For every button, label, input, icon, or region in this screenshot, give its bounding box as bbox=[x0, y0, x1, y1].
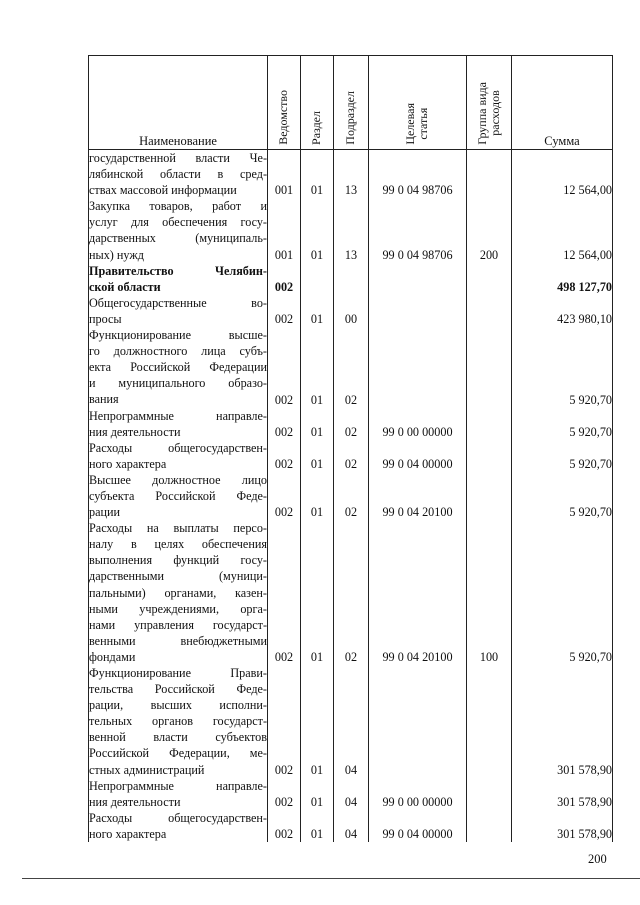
table-row bbox=[89, 472, 613, 520]
row-name-line: ния деятельности bbox=[89, 794, 181, 809]
row-name bbox=[89, 263, 268, 295]
row-gruppa-vida bbox=[467, 150, 512, 199]
row-summa: 498 127,70 bbox=[512, 263, 613, 295]
table-row bbox=[89, 263, 613, 295]
row-gruppa-vida bbox=[467, 408, 512, 440]
row-name-line: лябинской области в сред- bbox=[89, 167, 267, 182]
header-summa: Сумма bbox=[512, 56, 613, 150]
budget-table bbox=[88, 55, 613, 842]
row-razdel: 01 bbox=[301, 327, 334, 407]
row-name bbox=[89, 665, 268, 778]
row-name-line: услуг для обеспечения госу- bbox=[89, 215, 267, 230]
row-name-line: вания bbox=[89, 392, 119, 407]
row-name-line: рации, высших исполни- bbox=[89, 698, 267, 713]
row-summa: 423 980,10 bbox=[512, 295, 613, 327]
row-name-line: ных) нужд bbox=[89, 247, 144, 262]
row-name bbox=[89, 520, 268, 665]
row-tselevaya-statya bbox=[369, 327, 467, 407]
table-row bbox=[89, 665, 613, 778]
row-name-line: Функционирование Прави- bbox=[89, 666, 267, 680]
row-razdel: 01 bbox=[301, 810, 334, 842]
row-name-line: ской области bbox=[89, 279, 161, 294]
row-name-line: ного характера bbox=[89, 456, 167, 471]
row-podrazdel: 02 bbox=[334, 408, 369, 440]
row-name-line: Функционирование высше- bbox=[89, 328, 267, 343]
row-summa: 301 578,90 bbox=[512, 778, 613, 810]
row-name-line: ного характера bbox=[89, 826, 167, 841]
row-name-line: дарственных (муниципаль- bbox=[89, 231, 267, 246]
row-name-line: Расходы общегосударствен- bbox=[89, 440, 267, 455]
row-name-line: субъекта Российской Феде- bbox=[89, 488, 267, 503]
row-name-line: ными учреждениями, орга- bbox=[89, 601, 267, 616]
row-tselevaya-statya bbox=[369, 263, 467, 295]
row-vedomstvo: 002 bbox=[268, 327, 301, 407]
row-vedomstvo: 002 bbox=[268, 778, 301, 810]
row-vedomstvo: 002 bbox=[268, 440, 301, 472]
row-podrazdel: 04 bbox=[334, 665, 369, 778]
header-vedomstvo: Ведомство bbox=[268, 56, 301, 150]
row-summa: 301 578,90 bbox=[512, 810, 613, 842]
row-razdel: 01 bbox=[301, 150, 334, 199]
row-vedomstvo: 002 bbox=[268, 665, 301, 778]
row-name-line: государственной власти Че- bbox=[89, 151, 267, 165]
row-vedomstvo: 002 bbox=[268, 810, 301, 842]
row-gruppa-vida: 100 bbox=[467, 520, 512, 665]
row-vedomstvo: 001 bbox=[268, 198, 301, 262]
row-razdel bbox=[301, 263, 334, 295]
table-row bbox=[89, 198, 613, 262]
row-gruppa-vida bbox=[467, 472, 512, 520]
row-podrazdel: 13 bbox=[334, 150, 369, 199]
row-tselevaya-statya: 99 0 04 00000 bbox=[369, 440, 467, 472]
row-name-line: ния деятельности bbox=[89, 424, 181, 439]
row-name-line: Расходы на выплаты персо- bbox=[89, 521, 267, 536]
row-name-line: Непрограммные направле- bbox=[89, 778, 267, 793]
row-razdel: 01 bbox=[301, 665, 334, 778]
row-gruppa-vida bbox=[467, 665, 512, 778]
table-header-row bbox=[89, 56, 613, 150]
row-razdel: 01 bbox=[301, 520, 334, 665]
row-summa: 5 920,70 bbox=[512, 472, 613, 520]
row-name-line: налу в целях обеспечения bbox=[89, 537, 267, 552]
row-name bbox=[89, 472, 268, 520]
row-tselevaya-statya: 99 0 04 20100 bbox=[369, 520, 467, 665]
row-podrazdel: 00 bbox=[334, 295, 369, 327]
row-tselevaya-statya: 99 0 00 00000 bbox=[369, 408, 467, 440]
row-name-line: Правительство Челябин- bbox=[89, 263, 267, 278]
row-gruppa-vida bbox=[467, 327, 512, 407]
footer-rule bbox=[22, 878, 640, 879]
row-name-line: екта Российской Федерации bbox=[89, 360, 267, 375]
row-name-line: стных администраций bbox=[89, 762, 205, 777]
header-gruppa-vida-raskhodov: Группа вида расходов bbox=[467, 56, 512, 150]
row-summa: 301 578,90 bbox=[512, 665, 613, 778]
row-summa: 12 564,00 bbox=[512, 150, 613, 199]
table-row bbox=[89, 810, 613, 842]
row-tselevaya-statya bbox=[369, 295, 467, 327]
row-summa: 5 920,70 bbox=[512, 440, 613, 472]
row-name-line: пальными) органами, казен- bbox=[89, 585, 267, 600]
row-tselevaya-statya: 99 0 04 20100 bbox=[369, 472, 467, 520]
row-name bbox=[89, 295, 268, 327]
row-name bbox=[89, 150, 268, 199]
row-vedomstvo: 002 bbox=[268, 295, 301, 327]
row-name-line: ствах массовой информации bbox=[89, 183, 237, 198]
row-tselevaya-statya: 99 0 04 98706 bbox=[369, 150, 467, 199]
row-name-line: фондами bbox=[89, 649, 136, 664]
row-gruppa-vida bbox=[467, 810, 512, 842]
row-gruppa-vida bbox=[467, 778, 512, 810]
row-name-line: просы bbox=[89, 311, 122, 326]
row-gruppa-vida: 200 bbox=[467, 198, 512, 262]
row-tselevaya-statya: 99 0 00 00000 bbox=[369, 778, 467, 810]
row-vedomstvo: 001 bbox=[268, 150, 301, 199]
row-name-line: венной власти субъектов bbox=[89, 730, 267, 745]
table-row bbox=[89, 440, 613, 472]
row-name-line: Российской Федерации, ме- bbox=[89, 746, 267, 761]
header-podrazdel: Подраздел bbox=[334, 56, 369, 150]
row-tselevaya-statya: 99 0 04 00000 bbox=[369, 810, 467, 842]
row-tselevaya-statya: 99 0 04 98706 bbox=[369, 198, 467, 262]
table-row bbox=[89, 150, 613, 199]
row-summa: 5 920,70 bbox=[512, 408, 613, 440]
row-name-line: дарственными (муници- bbox=[89, 569, 267, 584]
row-name-line: Расходы общегосударствен- bbox=[89, 810, 267, 825]
row-name bbox=[89, 327, 268, 407]
row-vedomstvo: 002 bbox=[268, 408, 301, 440]
row-name bbox=[89, 440, 268, 472]
row-vedomstvo: 002 bbox=[268, 472, 301, 520]
header-name: Наименование bbox=[89, 56, 268, 150]
row-name-line: нами управления государст- bbox=[89, 617, 267, 632]
table-row bbox=[89, 327, 613, 407]
row-vedomstvo: 002 bbox=[268, 520, 301, 665]
row-tselevaya-statya bbox=[369, 665, 467, 778]
row-name-line: го должностного лица субъ- bbox=[89, 344, 267, 359]
header-tselevaya-statya: Целевая статья bbox=[369, 56, 467, 150]
row-name-line: венными внебюджетными bbox=[89, 633, 267, 648]
table-row bbox=[89, 778, 613, 810]
row-podrazdel bbox=[334, 263, 369, 295]
row-summa: 12 564,00 bbox=[512, 198, 613, 262]
row-name-line: тельных органов государст- bbox=[89, 714, 267, 729]
page-number: 200 bbox=[588, 852, 607, 866]
table-row bbox=[89, 408, 613, 440]
row-name bbox=[89, 408, 268, 440]
row-razdel: 01 bbox=[301, 198, 334, 262]
row-name-line: Закупка товаров, работ и bbox=[89, 199, 267, 214]
row-podrazdel: 04 bbox=[334, 778, 369, 810]
row-razdel: 01 bbox=[301, 440, 334, 472]
row-podrazdel: 02 bbox=[334, 440, 369, 472]
row-gruppa-vida bbox=[467, 440, 512, 472]
row-name-line: рации bbox=[89, 505, 121, 520]
row-razdel: 01 bbox=[301, 472, 334, 520]
row-name-line: тельства Российской Феде- bbox=[89, 682, 267, 697]
row-name bbox=[89, 198, 268, 262]
row-razdel: 01 bbox=[301, 778, 334, 810]
row-podrazdel: 02 bbox=[334, 327, 369, 407]
header-razdel: Раздел bbox=[301, 56, 334, 150]
row-gruppa-vida bbox=[467, 295, 512, 327]
row-name-line: и муниципального образо- bbox=[89, 376, 267, 391]
row-name bbox=[89, 778, 268, 810]
row-gruppa-vida bbox=[467, 263, 512, 295]
row-podrazdel: 02 bbox=[334, 520, 369, 665]
row-razdel: 01 bbox=[301, 295, 334, 327]
row-name bbox=[89, 810, 268, 842]
row-podrazdel: 13 bbox=[334, 198, 369, 262]
row-summa: 5 920,70 bbox=[512, 520, 613, 665]
row-name-line: Непрограммные направле- bbox=[89, 408, 267, 423]
row-name-line: Общегосударственные во- bbox=[89, 295, 267, 310]
row-summa: 5 920,70 bbox=[512, 327, 613, 407]
table-row bbox=[89, 520, 613, 665]
table-body bbox=[89, 150, 613, 843]
row-razdel: 01 bbox=[301, 408, 334, 440]
table-row bbox=[89, 295, 613, 327]
row-name-line: Высшее должностное лицо bbox=[89, 472, 267, 487]
row-vedomstvo: 002 bbox=[268, 263, 301, 295]
row-name-line: выполнения функций госу- bbox=[89, 553, 267, 568]
row-podrazdel: 04 bbox=[334, 810, 369, 842]
row-podrazdel: 02 bbox=[334, 472, 369, 520]
